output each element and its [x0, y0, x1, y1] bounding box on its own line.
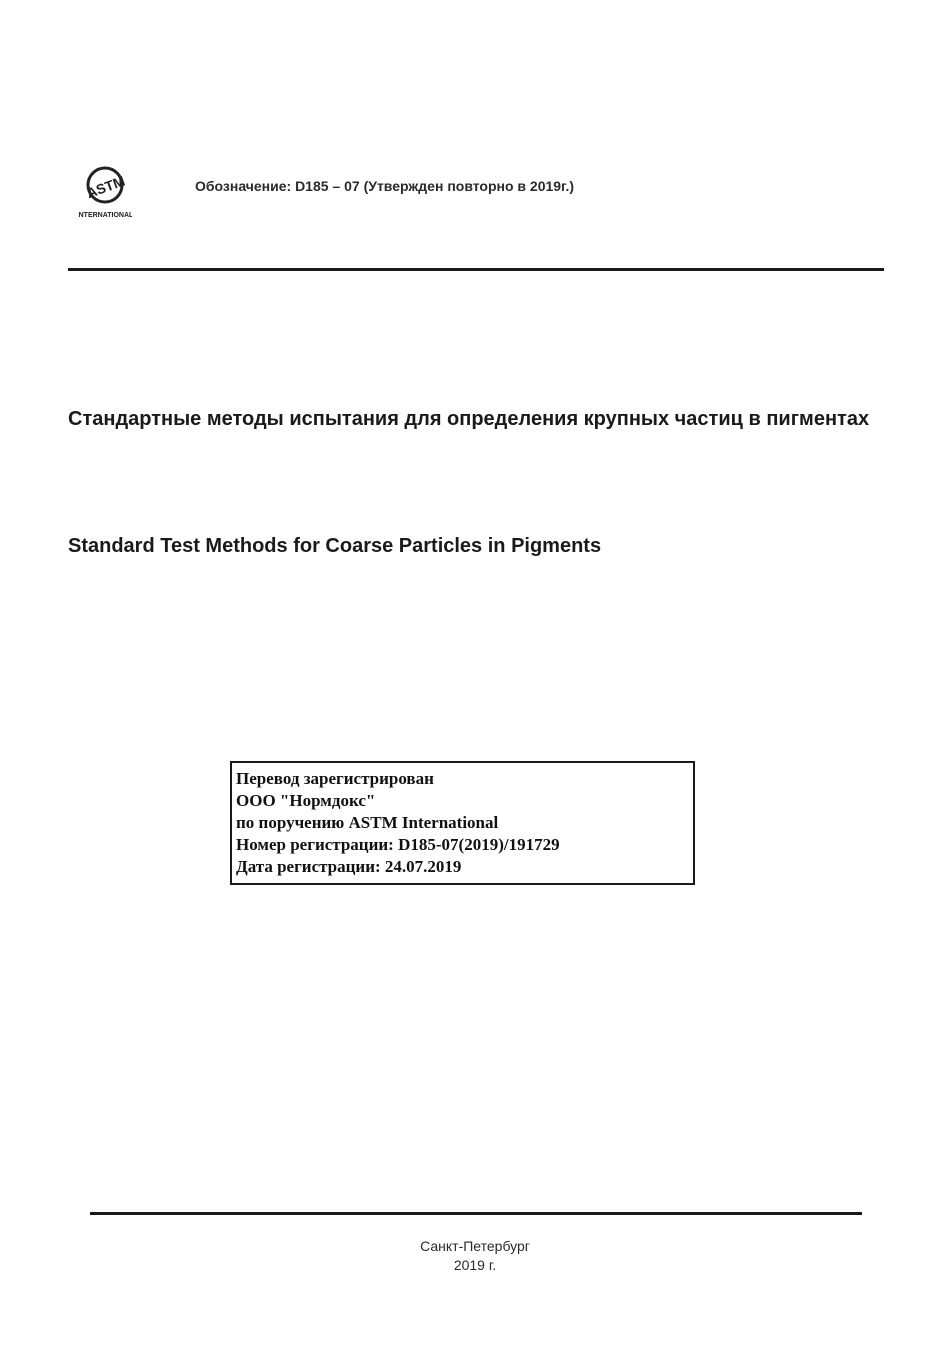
registration-line-commission: по поручению ASTM International [236, 813, 499, 832]
registration-box [230, 761, 695, 885]
title-russian: Стандартные методы испытания для определения крупных частиц в пигментах [68, 408, 870, 430]
header-divider [68, 268, 884, 271]
registration-date: Дата регистрации: 24.07.2019 [236, 857, 462, 876]
registration-number: Номер регистрации: D185-07(2019)/191729 [236, 835, 560, 854]
svg-text:INTERNATIONAL: INTERNATIONAL [78, 212, 132, 219]
astm-logo-icon [78, 163, 132, 221]
document-designation: Обозначение: D185 – 07 (Утвержден повторно в 2019г.) [195, 178, 575, 194]
title-english: Standard Test Methods for Coarse Particles in Pigments [68, 535, 602, 557]
footer-city: Санкт-Петербург [420, 1238, 530, 1254]
footer [0, 1237, 950, 1275]
footer-year: 2019 г. [453, 1257, 497, 1273]
registration-line-company: ООО "Нормдокс" [236, 791, 376, 810]
footer-divider [90, 1212, 862, 1215]
registration-line-translated: Перевод зарегистрирован [236, 769, 434, 788]
svg-text:ASTM: ASTM [84, 172, 128, 202]
